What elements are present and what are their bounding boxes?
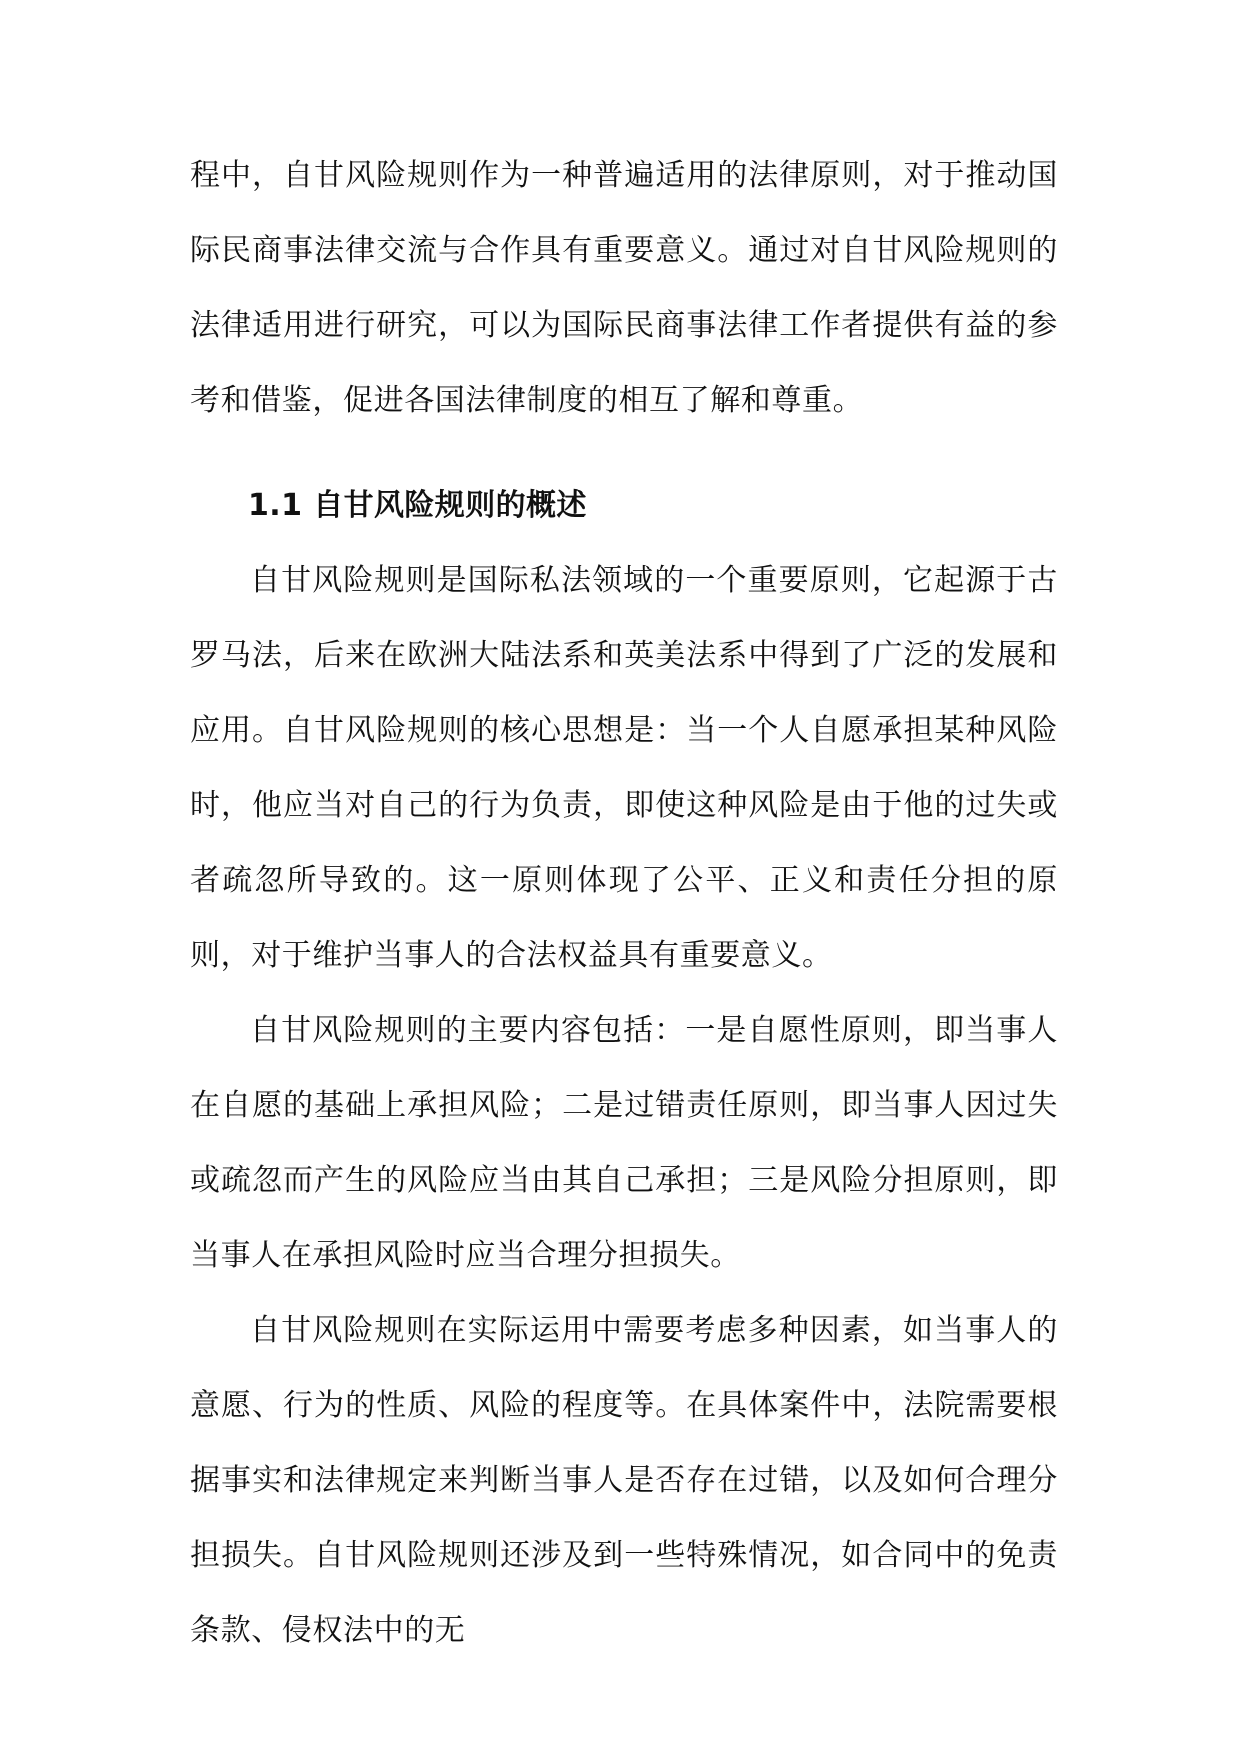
paragraph-main-content: 自甘风险规则的主要内容包括：一是自愿性原则，即当事人在自愿的基础上承担风险；二是过错责任原则，即当事人因过失或疏忽而产生的风险应当由其自己承担；三是风险分担原则，即当事人在承担风险时应当合理分担损失。 [190, 1013, 1058, 1273]
document-body [190, 138, 1058, 1668]
paragraph-overview: 自甘风险规则是国际私法领域的一个重要原则，它起源于古罗马法，后来在欧洲大陆法系和英美法系中得到了广泛的发展和应用。自甘风险规则的核心思想是：当一个人自愿承担某种风险时，他应当对自己的行为负责，即使这种风险是由于他的过失或者疏忽所导致的。这一原则体现了公平、正义和责任分担的原则，对于维护当事人的合法权益具有重要意义。 [190, 563, 1058, 973]
paragraph-intro: 程中，自甘风险规则作为一种普遍适用的法律原则，对于推动国际民商事法律交流与合作具有重要意义。通过对自甘风险规则的法律适用进行研究，可以为国际民商事法律工作者提供有益的参考和借鉴，促进各国法律制度的相互了解和尊重。 [190, 158, 1058, 418]
section-heading: 1.1 自甘风险规则的概述 [248, 488, 587, 523]
paragraph-application: 自甘风险规则在实际运用中需要考虑多种因素，如当事人的意愿、行为的性质、风险的程度等。在具体案件中，法院需要根据事实和法律规定来判断当事人是否存在过错，以及如何合理分担损失。自甘风险规则还涉及到一些特殊情况，如合同中的免责条款、侵权法中的无 [190, 1313, 1058, 1648]
